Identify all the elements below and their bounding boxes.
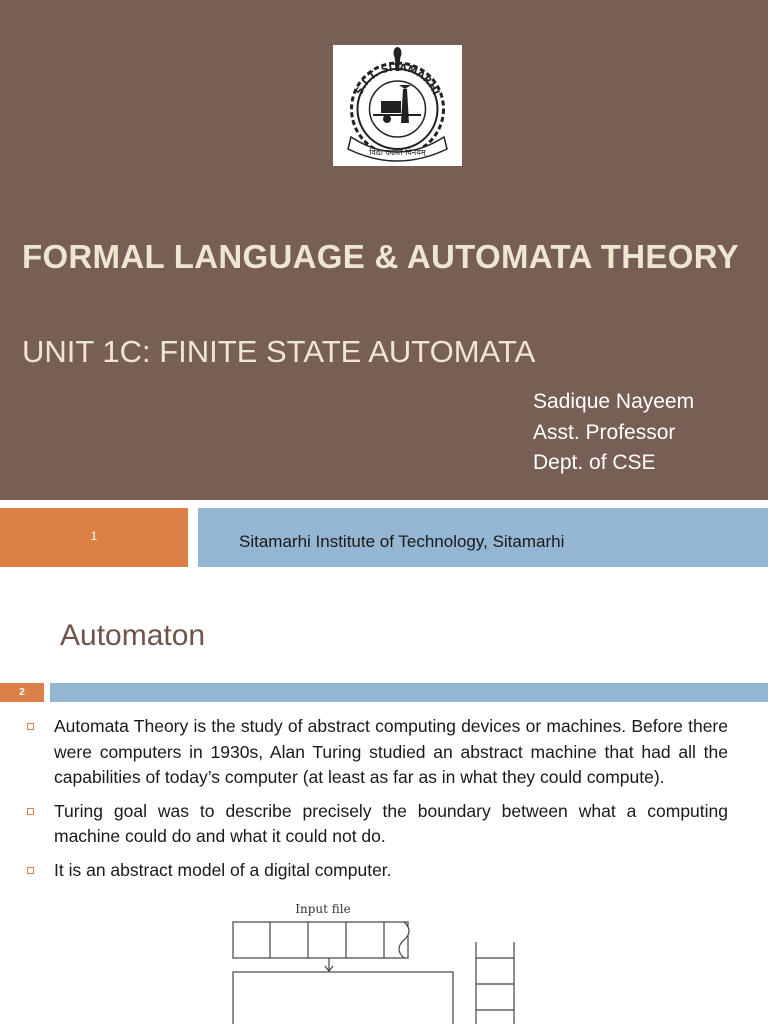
bullet-item bbox=[22, 858, 728, 884]
automaton-diagram bbox=[228, 896, 528, 1024]
bullet-square-icon bbox=[27, 808, 34, 815]
svg-text:S.I.T. SITAMARHI bbox=[354, 62, 441, 96]
slide-title: Automaton bbox=[60, 619, 206, 652]
institute-logo bbox=[333, 45, 462, 166]
header-bar bbox=[50, 683, 768, 702]
author-department: Dept. of CSE bbox=[533, 451, 656, 474]
author-designation: Asst. Professor bbox=[533, 420, 676, 444]
logo-ring-text: S.I.T. SITAMARHI bbox=[354, 62, 441, 97]
institute-name: Sitamarhi Institute of Technology, Sitamarhi bbox=[239, 532, 565, 551]
slide-number: 1 bbox=[0, 508, 188, 567]
bullet-text: It is an abstract model of a digital computer. bbox=[54, 859, 392, 880]
slide-number: 2 bbox=[0, 683, 44, 702]
bullet-item bbox=[22, 799, 728, 850]
author-name: Sadique Nayeem bbox=[533, 390, 695, 413]
bullet-square-icon bbox=[27, 867, 34, 874]
author-block bbox=[533, 387, 763, 479]
logo-motto: विद्या ददाति विनयम् bbox=[369, 148, 426, 157]
bullet-item bbox=[22, 714, 728, 791]
unit-title: UNIT 1C: FINITE STATE AUTOMATA bbox=[22, 334, 536, 369]
bullet-text: Turing goal was to describe precisely the boundary between what a computing machine could do and what it could not do. bbox=[54, 800, 728, 846]
input-file-label: Input file bbox=[295, 902, 351, 916]
deck-title: FORMAL LANGUAGE & AUTOMATA THEORY bbox=[22, 238, 739, 275]
bullet-text: Automata Theory is the study of abstract computing devices or machines. Before there were computers in 1930s, Alan Turing studied an abstract machine that had all the capabilities of today’s computer (at least as far as in what they could compute). bbox=[54, 716, 728, 787]
bullet-square-icon bbox=[27, 723, 34, 730]
bullet-list bbox=[22, 714, 728, 891]
